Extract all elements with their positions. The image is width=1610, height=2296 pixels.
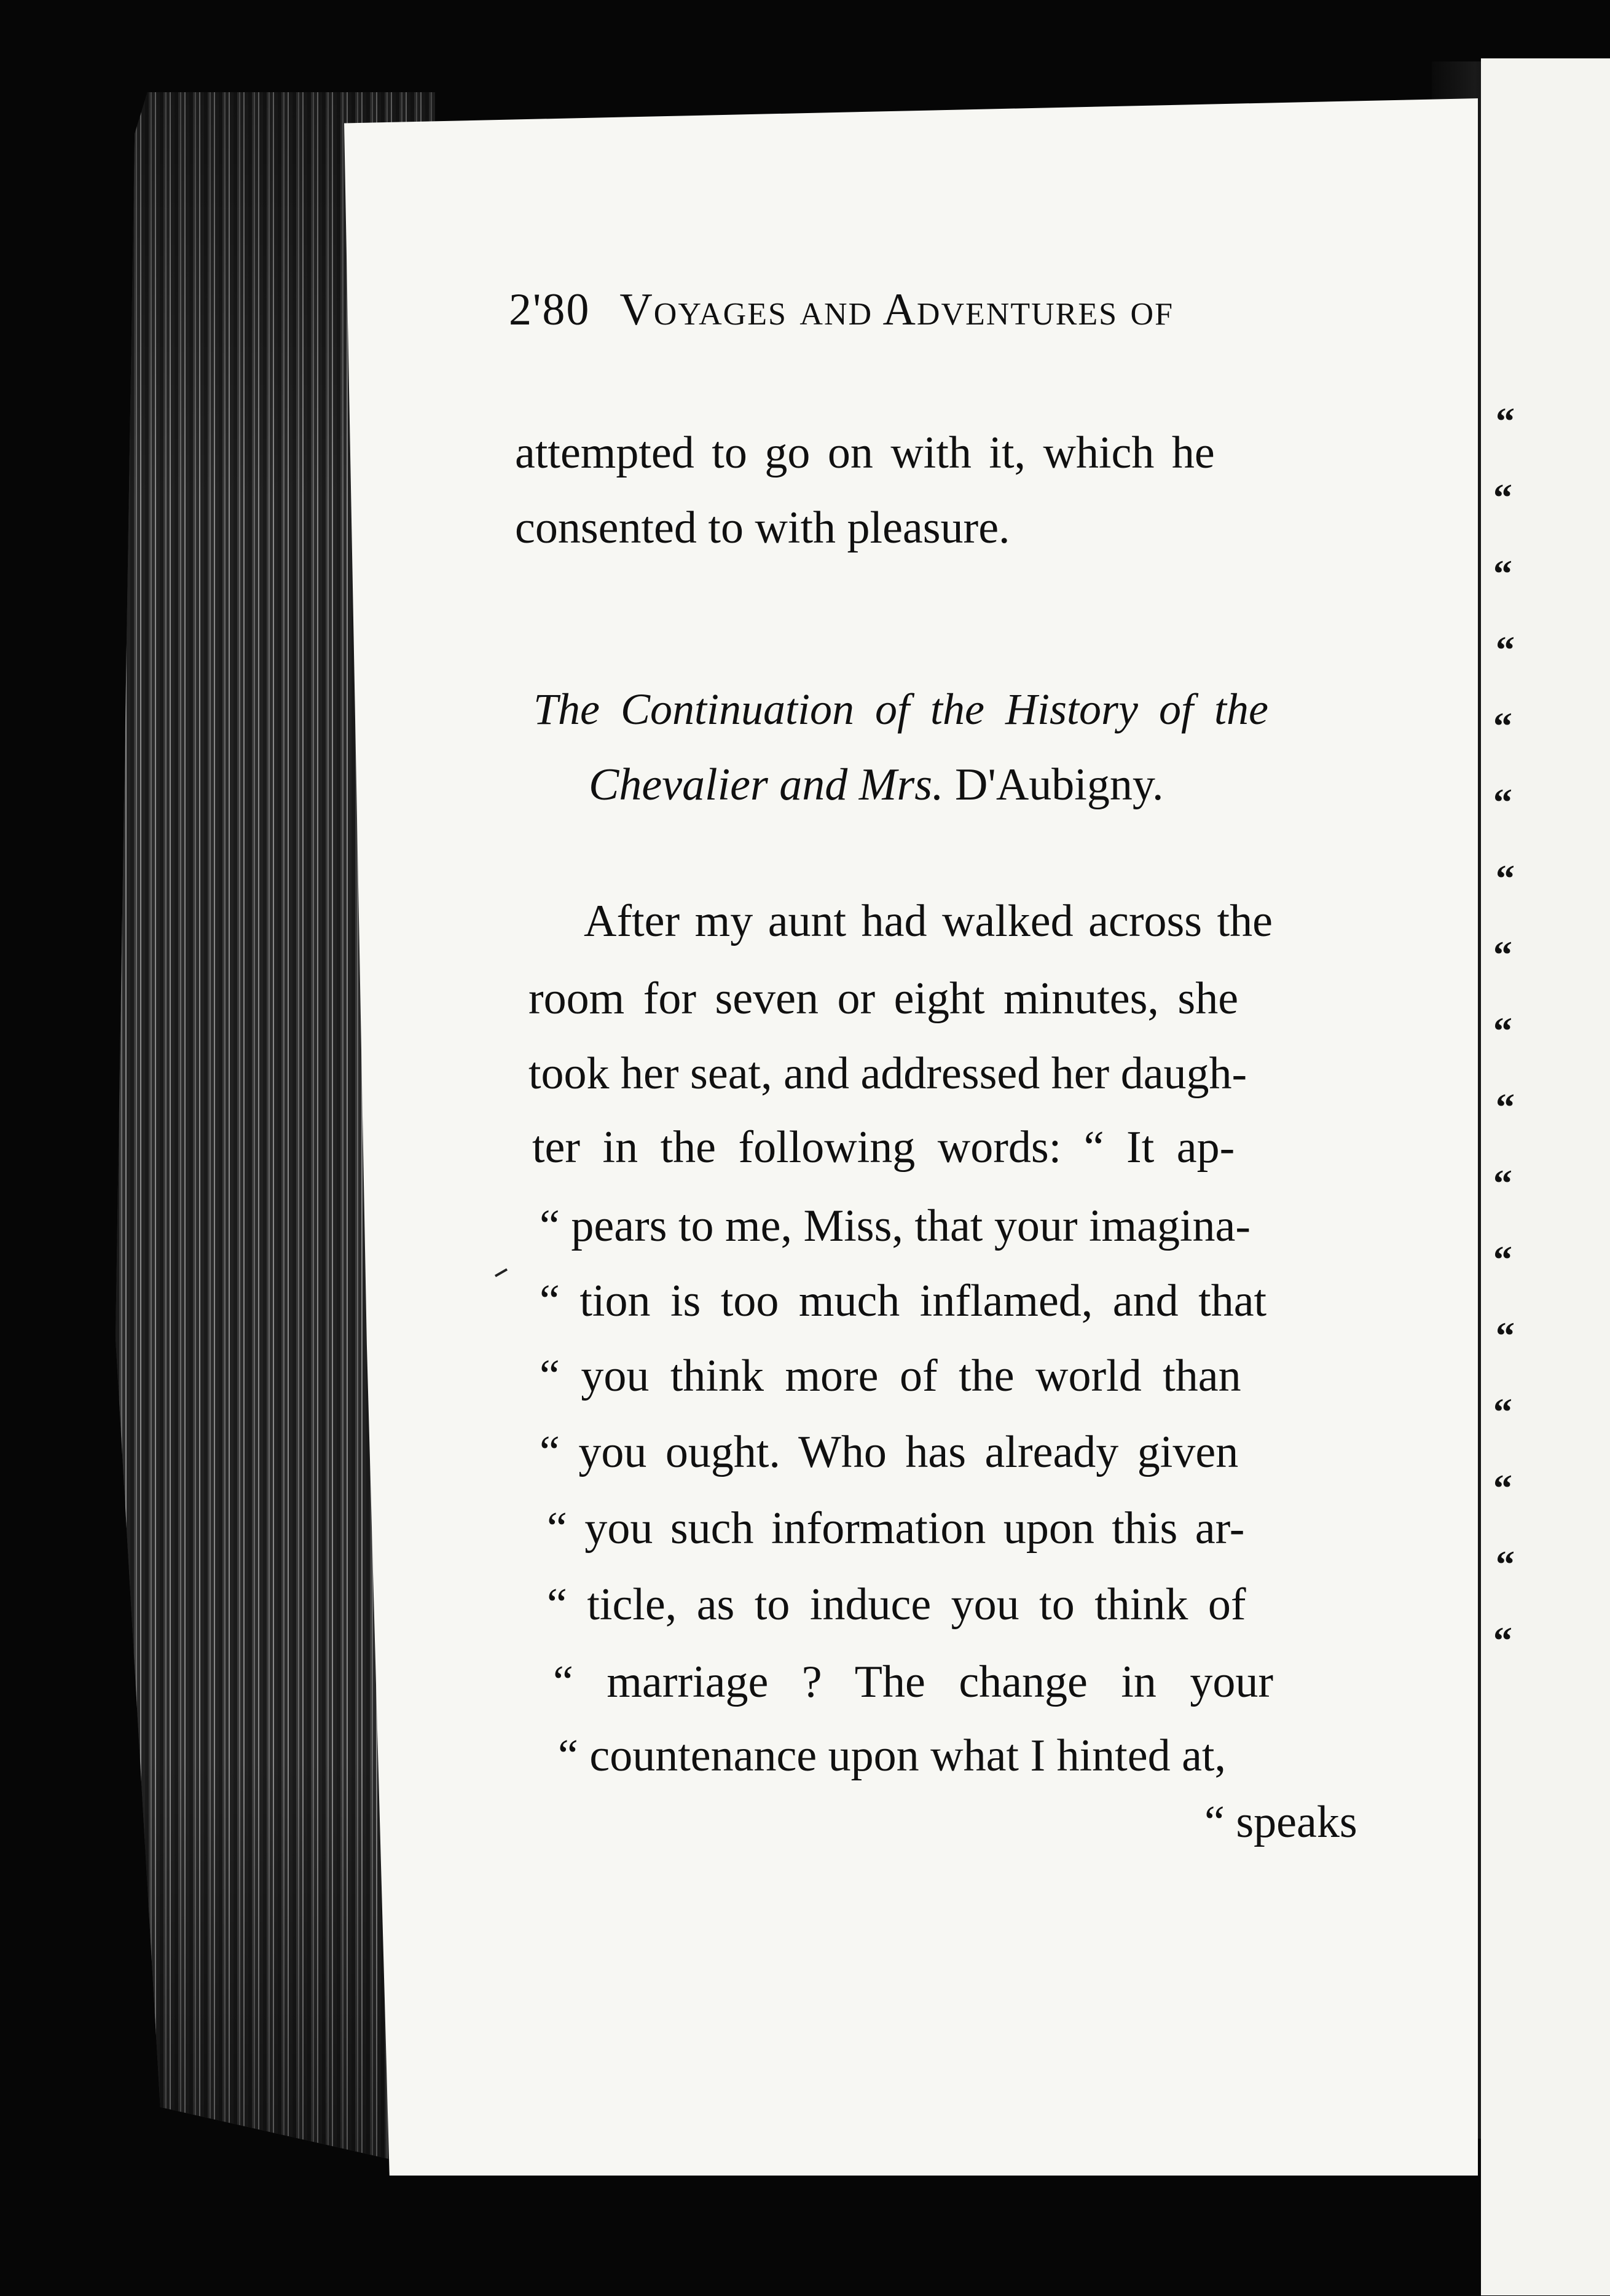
- paragraph-line: room for seven or eight minutes, she: [528, 973, 1239, 1024]
- facing-quote-mark: “: [1493, 1620, 1509, 1662]
- paragraph-line: “ ticle, as to induce you to think of: [547, 1579, 1246, 1630]
- facing-quote-mark: “: [1496, 1544, 1511, 1586]
- paragraph-line: “ pears to me, Miss, that your imagina-: [540, 1201, 1251, 1251]
- paragraph-line: “ you such information upon this ar-: [547, 1503, 1245, 1554]
- section-heading-line: The Continuation of the History of the: [533, 685, 1268, 734]
- facing-quote-mark: “: [1493, 1391, 1509, 1433]
- section-heading-roman: D'Aubigny.: [955, 760, 1164, 810]
- paragraph-line: “ countenance upon what I hinted at,: [558, 1731, 1226, 1781]
- running-title: Voyages and Adventures of: [619, 285, 1174, 335]
- paragraph-line: “ tion is too much inflamed, and that: [540, 1276, 1267, 1326]
- facing-quote-mark: “: [1496, 1087, 1511, 1128]
- paragraph-line: After my aunt had walked across the: [584, 896, 1273, 946]
- facing-quote-mark: “: [1496, 629, 1511, 671]
- facing-quote-mark: “: [1496, 858, 1511, 900]
- facing-quote-mark: “: [1493, 1468, 1509, 1509]
- facing-page: [1481, 58, 1610, 2295]
- facing-quote-mark: “: [1493, 706, 1509, 747]
- catchword: “ speaks: [1204, 1797, 1357, 1847]
- facing-quote-mark: “: [1496, 1315, 1511, 1357]
- text-line: attempted to go on with it, which he: [515, 428, 1215, 478]
- text-line: consented to with pleasure.: [515, 503, 1010, 553]
- section-heading-line: [589, 762, 1164, 808]
- paragraph-line: “ you ought. Who has already given: [540, 1427, 1239, 1477]
- paragraph-line: “ you think more of the world than: [540, 1351, 1241, 1401]
- section-heading-italic: Chevalier and Mrs.: [589, 760, 944, 810]
- facing-quote-mark: “: [1496, 401, 1511, 442]
- running-header: [509, 284, 1174, 336]
- paragraph-line: ter in the following words: “ It ap-: [532, 1122, 1235, 1173]
- facing-quote-mark: “: [1493, 477, 1509, 519]
- facing-quote-mark: “: [1493, 553, 1509, 595]
- facing-quote-mark: “: [1493, 1010, 1509, 1052]
- facing-quote-mark: “: [1493, 782, 1509, 824]
- facing-quote-mark: “: [1493, 1239, 1509, 1281]
- facing-quote-mark: “: [1493, 934, 1509, 976]
- paragraph-line: took her seat, and addressed her daugh-: [528, 1048, 1247, 1099]
- paragraph-line: “ marriage ? The change in your: [553, 1657, 1274, 1707]
- page-number: 2'80: [509, 285, 591, 335]
- facing-quote-mark: “: [1493, 1163, 1509, 1205]
